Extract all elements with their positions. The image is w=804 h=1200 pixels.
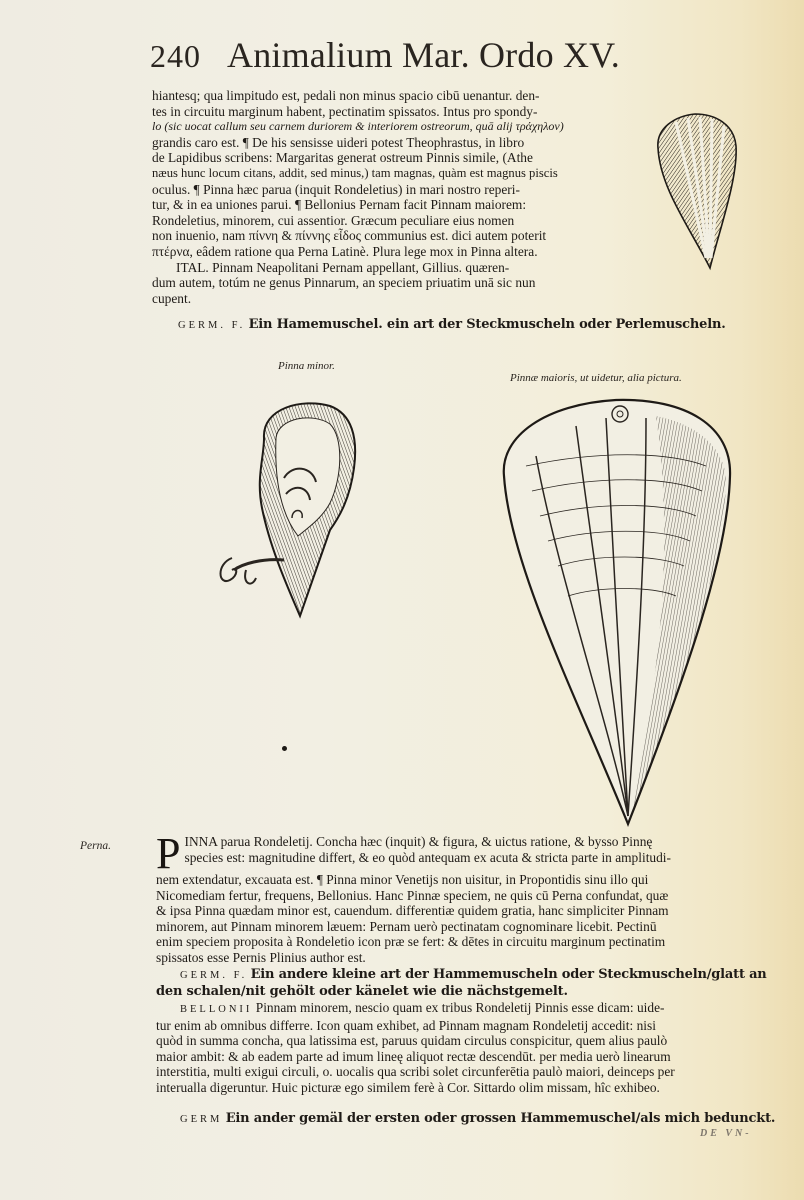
fan-shell-icon bbox=[650, 108, 740, 273]
text-line: Rondeletius, minorem, cui assentior. Græcum peculiare eius nomen bbox=[152, 212, 515, 228]
text-line: species est: magnitudine differt, & eo quòd antequam ex acuta & stricta parte in amplitudi- bbox=[184, 849, 671, 865]
pinna-parva-paragraph bbox=[156, 829, 766, 966]
text-line: cupent. bbox=[152, 290, 192, 306]
large-pen-shell-icon bbox=[496, 396, 736, 828]
germ-text: den schalen/nit gehölt oder känelet wie die nächstgemelt. bbox=[156, 983, 568, 999]
pinna-minor-illustration bbox=[212, 398, 362, 623]
text-line: quòd in summa concha, qua latissima est, paruus quidam circulus conspicitur, quem alius paulò bbox=[156, 1033, 668, 1049]
top-paragraph bbox=[152, 88, 622, 306]
text-line: lo (sic uocat callum seu carnem duriorem & interiorem ostreorum, quā alij τράχηλον) bbox=[152, 119, 564, 134]
text-line: INNA parua Rondeletij. Concha hæc (inquit) & figura, & uictus ratione, & bysso Pinnę bbox=[184, 834, 653, 849]
bellonii-label: BELLONII bbox=[180, 1004, 253, 1015]
running-title: Animalium Mar. Ordo XV. bbox=[227, 35, 620, 75]
german-name-block-1 bbox=[156, 966, 766, 999]
page-number: 240 bbox=[150, 38, 201, 74]
text-line: nem extendatur, excauata est. ¶ Pinna minor Venetijs non uisitur, in Propontidis sinu illo qui bbox=[156, 872, 649, 887]
text-line: oculus. ¶ Pinna hæc parua (inquit Rondeletius) in mari nostro reperi- bbox=[152, 181, 520, 197]
text-line: næus hunc locum citans, addit, sed minus,) tam magnas, quàm est magnus piscis bbox=[152, 165, 558, 180]
figure-caption-pinna-maior: Pinnæ maioris, ut uidetur, alia pictura. bbox=[510, 372, 682, 384]
ink-dot bbox=[282, 746, 287, 751]
text-line: hiantesq; qua limpitudo est, pedali non minus spacio cibū uenantur. den- bbox=[152, 88, 540, 103]
germ-text: Ein andere kleine art der Hammemuscheln oder Steckmuscheln/glatt an bbox=[250, 967, 767, 982]
germ-label: GERM. F. bbox=[180, 970, 248, 981]
text-line: Pinnam minorem, nescio quam ex tribus Rondeletij Pinnis esse dicam: uide- bbox=[255, 1000, 665, 1015]
figure-caption-pinna-minor: Pinna minor. bbox=[278, 360, 335, 372]
margin-note: Perna. bbox=[80, 840, 111, 852]
text-line: non inuenio, nam πίννη & πίννης εἶδος communius est. dici autem poterit bbox=[152, 228, 547, 244]
text-line: maior ambit: & ab eadem parte ad imum lineę aliquot rectæ descendūt. per media uerò linearum bbox=[156, 1048, 671, 1064]
bellonii-paragraph bbox=[156, 1000, 766, 1096]
text-line: spissatos esse Pernis Plinius author est. bbox=[156, 949, 366, 965]
germ-label: GERM. F. bbox=[178, 320, 246, 331]
german-name-line bbox=[178, 316, 738, 334]
german-name-block-2 bbox=[180, 1110, 780, 1128]
text-line: Nicomediam fertur, frequens, Bellonius. Hanc Pinnæ speciem, ne quis cū Perna confundat, quæ bbox=[156, 887, 669, 903]
germ-text: Ein Hamemuschel. ein art der Steckmuscheln oder Perlemuscheln. bbox=[248, 317, 726, 332]
mussel-shell-icon bbox=[212, 398, 362, 623]
germ-text: Ein ander gemäl der ersten oder grossen Hammemuschel/als mich bedunckt. bbox=[225, 1111, 776, 1126]
text-line: interstitia, multi exigui circuli, o. uocalis qua scribi solet circunferētia paulò maiori, deinceps per bbox=[156, 1064, 675, 1080]
pinna-maior-illustration bbox=[496, 396, 736, 828]
text-line: ITAL. Pinnam Neapolitani Pernam appellant, Gillius. quæren- bbox=[176, 259, 510, 275]
text-line: enim speciem proposita à Rondeletio icon præ se fert: & dētes in circuitu marginum pectinatim bbox=[156, 934, 666, 950]
text-line: de Lapidibus scribens: Margaritas generat ostreum Pinnis simile, (Athe bbox=[152, 150, 533, 166]
text-line: & ipsa Pinna quædam minor est, cauendum. differentiæ quidem gratia, hanc simpliciter Pinnam bbox=[156, 903, 669, 919]
text-line: tur, & in ea uniones parui. ¶ Bellonius Pernam facit Pinnam maiorem: bbox=[152, 197, 527, 213]
text-line: dum autem, totúm ne genus Pinnarum, an speciem priuatim unā sic nun bbox=[152, 275, 536, 291]
text-line: grandis caro est. ¶ De his sensisse uideri potest Theophrastus, in libro bbox=[152, 134, 525, 150]
drop-cap: P bbox=[156, 829, 181, 878]
text-line: πτέρνα, eâdem ratione qua Perna Latinè. Plura lege mox in Pinna altera. bbox=[152, 243, 538, 259]
text-line: tur enim ab omnibus differre. Icon quam exhibet, ad Pinnam magnam Rondeletij accedit: nisi bbox=[156, 1017, 656, 1033]
text-line: minorem, aut Pinnam minorem læuem: Pernam uerò pectinatam cognominare licebit. Pectinū bbox=[156, 918, 657, 934]
text-line: interualla digeruntur. Huic picturæ ego similem ferè à Cor. Sittardo olim missam, hîc exhibeo. bbox=[156, 1079, 660, 1095]
catchword: DE VN- bbox=[700, 1128, 752, 1139]
small-pinna-illustration bbox=[650, 108, 740, 273]
germ-label: GERM bbox=[180, 1114, 223, 1125]
text-line: tes in circuitu marginum habent, pectinatim spissatos. Intus pro spondy- bbox=[152, 103, 538, 119]
page-header bbox=[150, 34, 720, 80]
